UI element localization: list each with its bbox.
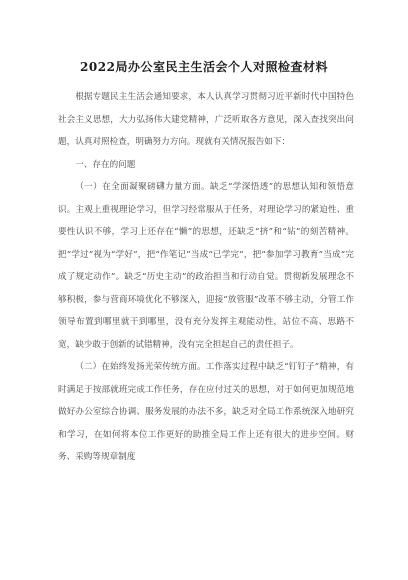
document-body (58, 86, 354, 469)
body-paragraph: （一）在全面凝聚磅礴力量方面。缺乏“学深悟透”的思想认知和领悟意识。主观上重视理论学习，但学习经常服从于任务，对理论学习的紧迫性、重要性认识不够，学习上还存在“懒”的思想，还缺乏“挤”和“钻”的刻苦精神。把“学过”视为“学好”，把“作笔记”当成“已学完”，把“参加学习教育”当成“完成了规定动作”。缺乏“历史主动”的政治担当和行动自觉。贯彻新发展理念不够积极，参与营商环境优化不够深入，迎接“放管服”改革不够主动，分管工作领导布置到哪里就干到哪里，没有充分发挥主观能动性，站位不高、思路不宽，缺少敢于创新的试错精神，没有完全担起自己的责任担子。 (58, 182, 354, 350)
intro-paragraph: 根据专题民主生活会通知要求，本人认真学习贯彻习近平新时代中国特色社会主义思想，大力弘扬伟大建党精神，广泛听取各方意见，深入查找突出问题，认真对照检查，明确努力方向。现就有关情况报告如下： (58, 92, 354, 147)
body-paragraph: （二）在始终发扬光荣传统方面。工作落实过程中缺乏“钉钉子”精神，有时满足于按部就班完成工作任务，存在应付过关的思想，对于如何更加规范地做好办公室综合协调、服务发展的办法不多，缺乏对全局工作系统深入地研究和学习，在如何将本位工作更好的助推全局工作上还有很大的进步空间。财务、采购等规章制度 (58, 362, 354, 462)
section-heading: 一、存在的问题 (75, 159, 136, 170)
document-title: 2022局办公室民主生活会个人对照检查材料 (80, 60, 328, 74)
